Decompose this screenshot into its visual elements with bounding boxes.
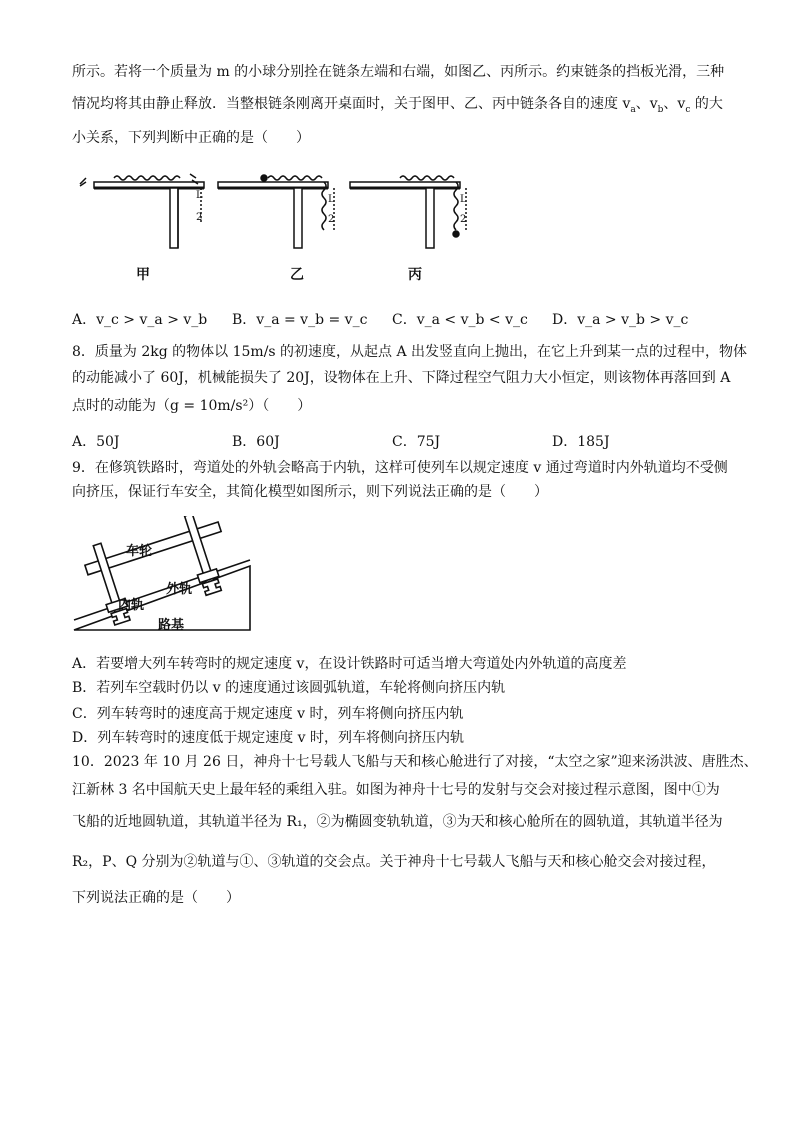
q9-option-d[interactable]: D．列车转弯时的速度低于规定速度 v 时，列车将侧向挤压内轨 bbox=[72, 730, 465, 746]
svg-text:2: 2 bbox=[196, 212, 203, 223]
q10-line-2: 江新林 3 名中国航天史上最年轻的乘组入驻。如图为神舟十七号的发射与交会对接过程示意图，图中①为 bbox=[72, 782, 720, 798]
label-wheel: 车轮 bbox=[126, 544, 153, 559]
q8-option-c[interactable]: C．75J bbox=[392, 434, 441, 450]
q10-line-5: 下列说法正确的是（ ） bbox=[72, 890, 240, 906]
q9-option-c[interactable]: C．列车转弯时的速度高于规定速度 v 时，列车将侧向挤压内轨 bbox=[72, 706, 464, 722]
q10-line-4: R₂，P、Q 分别为②轨道与①、③轨道的交会点。关于神舟十七号载人飞船与天和核心舱交会对接过程， bbox=[72, 854, 716, 870]
caption-jia: 甲 bbox=[136, 267, 150, 283]
q9-line-2: 向挤压，保证行车安全，其简化模型如图所示，则下列说法正确的是（ ） bbox=[72, 484, 548, 500]
svg-text:L: L bbox=[328, 194, 335, 205]
figure-caption-row bbox=[72, 264, 492, 288]
q7-option-b[interactable]: B．v_a = v_b = v_c bbox=[232, 312, 368, 328]
q9-option-b[interactable]: B．若列车空载时仍以 v 的速度通过该圆弧轨道，车轮将侧向挤压内轨 bbox=[72, 680, 506, 696]
q10-line-1: 10．2023 年 10 月 26 日，神舟十七号载人飞船与天和核心舱进行了对接，“太空之家”迎来汤洪波、唐胜杰、 bbox=[72, 754, 758, 770]
caption-yi: 乙 bbox=[290, 267, 304, 283]
q8-line-1: 8．质量为 2kg 的物体以 15m/s 的初速度，从起点 A 出发竖直向上抛出，在它上升到某一点的过程中，物体 bbox=[72, 344, 748, 360]
svg-text:L: L bbox=[196, 190, 203, 201]
q7-options bbox=[72, 308, 712, 332]
figure-yi bbox=[218, 175, 335, 248]
svg-text:L: L bbox=[460, 194, 467, 205]
q7-line-2: 情况均将其由静止释放．当整根链条刚离开桌面时，关于图甲、乙、丙中链条各自的速度 $v_a$、$v_b$、$v_c$ 的大 bbox=[72, 96, 723, 115]
q8-options bbox=[72, 430, 712, 454]
q9-option-a[interactable]: A．若要增大列车转弯时的规定速度 v，在设计铁路时可适当增大弯道处内外轨道的高度差 bbox=[72, 656, 627, 672]
q7-option-c[interactable]: C．v_a < v_b < v_c bbox=[392, 312, 528, 328]
q9-line-1: 9．在修筑铁路时，弯道处的外轨会略高于内轨，这样可使列车以规定速度 v 通过弯道时内外轨道均不受侧 bbox=[72, 460, 728, 476]
q8-line-2: 的动能减小了 60J，机械能损失了 20J，设物体在上升、下降过程空气阻力大小恒定，则该物体再落回到 A bbox=[72, 370, 731, 386]
q7-option-a[interactable]: A．v_c > v_a > v_b bbox=[72, 312, 208, 328]
q7-line-1: 所示。若将一个质量为 m 的小球分别拴在链条左端和右端，如图乙、丙所示。约束链条的挡板光滑，三种 bbox=[72, 64, 725, 80]
q8-option-b[interactable]: B．60J bbox=[232, 434, 280, 450]
label-outer-rail: 外轨 bbox=[166, 582, 193, 597]
svg-text:2: 2 bbox=[328, 214, 335, 225]
q7-line-3: 小关系，下列判断中正确的是（ ） bbox=[72, 130, 310, 146]
q7-option-d[interactable]: D．v_a > v_b > v_c bbox=[552, 312, 689, 328]
q8-line-3: 点时的动能为（g = 10m/s²）（ ） bbox=[72, 398, 312, 414]
figure-jia bbox=[80, 174, 204, 248]
caption-bing: 丙 bbox=[408, 267, 422, 283]
q10-line-3: 飞船的近地圆轨道，其轨道半径为 R₁，②为椭圆变轨轨道，③为天和核心舱所在的圆轨道，其轨道半径为 bbox=[72, 814, 723, 830]
q8-option-d[interactable]: D．185J bbox=[552, 434, 610, 450]
label-roadbed: 路基 bbox=[158, 618, 185, 633]
figure-bing bbox=[350, 176, 467, 248]
q8-option-a[interactable]: A．50J bbox=[72, 434, 120, 450]
label-inner-rail: 内轨 bbox=[118, 598, 145, 613]
svg-text:2: 2 bbox=[460, 214, 467, 225]
